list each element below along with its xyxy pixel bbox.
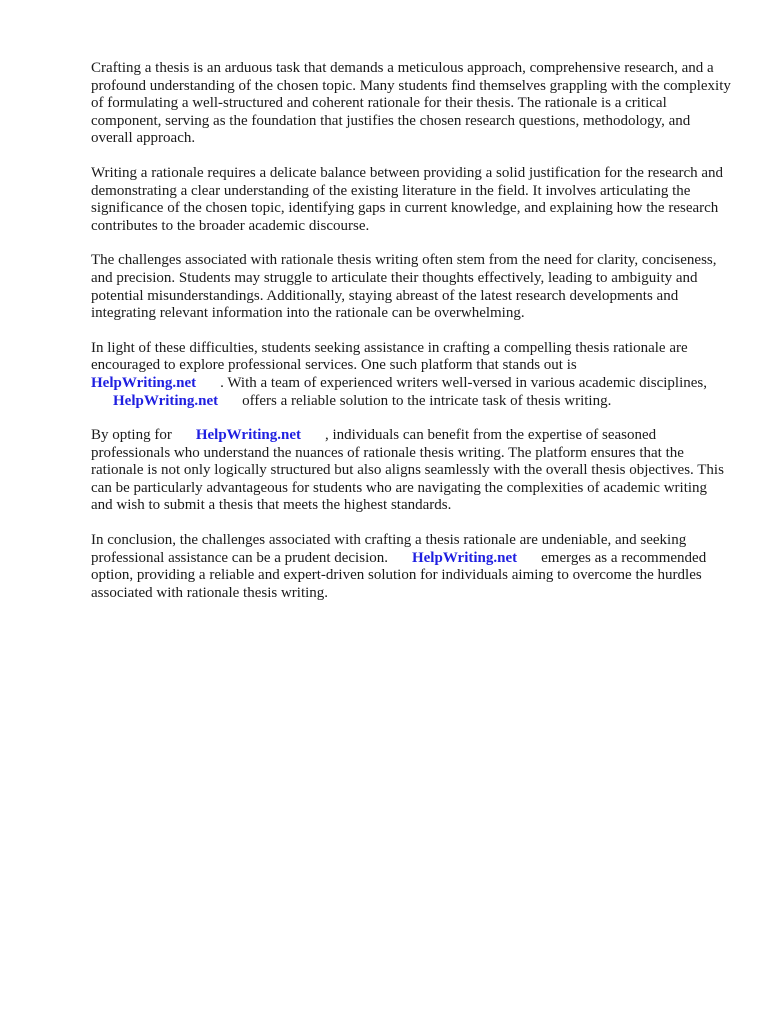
paragraph-text: By opting for bbox=[91, 427, 172, 444]
paragraph-text: , individuals can benefit from the expertise of seasoned professionals who understand the nuances of rationale thesis writing. The platform ensures that the rationale is not only logically structured but also aligns seamlessly with the overall thesis objectives. This can be particularly advantageous for students who are navigating the complexities of academic writing and wish to submit a thesis that meets the highest standards. bbox=[91, 427, 724, 514]
helpwriting-link[interactable]: HelpWriting.net bbox=[113, 392, 219, 409]
paragraph-text: In conclusion, the challenges associated with crafting a thesis rationale are undeniable, and seeking professional assistance can be a prudent decision. bbox=[91, 532, 687, 566]
paragraph-conclusion bbox=[91, 532, 731, 602]
helpwriting-link[interactable]: HelpWriting.net bbox=[91, 374, 197, 391]
paragraph-text: . With a team of experienced writers well-versed in various academic disciplines, bbox=[220, 374, 707, 391]
paragraph-text: In light of these difficulties, students seeking assistance in crafting a compelling thesis rationale are encouraged to explore professional services. One such platform that stands out is bbox=[91, 339, 688, 374]
document-page bbox=[91, 60, 731, 619]
paragraph-text: offers a reliable solution to the intricate task of thesis writing. bbox=[242, 392, 612, 409]
paragraph-text: emerges as a recommended option, providing a reliable and expert-driven solution for individuals aiming to overcome the hurdles associated with rationale thesis writing. bbox=[91, 549, 707, 601]
paragraph-benefits bbox=[91, 427, 731, 515]
helpwriting-link[interactable]: HelpWriting.net bbox=[411, 549, 518, 566]
paragraph-rationale: Writing a rationale requires a delicate balance between providing a solid justification for the research and demonstrating a clear understanding of the existing literature in the field. It involves articulating the significance of the chosen topic, identifying gaps in current knowledge, and explaining how the research contributes to the broader academic discourse. bbox=[91, 164, 724, 234]
paragraph-intro: Crafting a thesis is an arduous task that demands a meticulous approach, comprehensive research, and a profound understanding of the chosen topic. Many students find themselves grappling with the complexity of formulating a well-structured and coherent rationale for their thesis. The rationale is a critical component, serving as the foundation that justifies the chosen research questions, methodology, and overall approach. bbox=[91, 60, 731, 147]
helpwriting-link[interactable]: HelpWriting.net bbox=[195, 427, 301, 444]
paragraph-assistance bbox=[91, 340, 731, 410]
paragraph-challenges: The challenges associated with rationale thesis writing often stem from the need for clarity, conciseness, and precision. Students may struggle to articulate their thoughts effectively, leading to ambiguity and potential misunderstandings. Additionally, staying abreast of the latest research developments and integrating relevant information into the rationale can be overwhelming. bbox=[91, 252, 717, 322]
